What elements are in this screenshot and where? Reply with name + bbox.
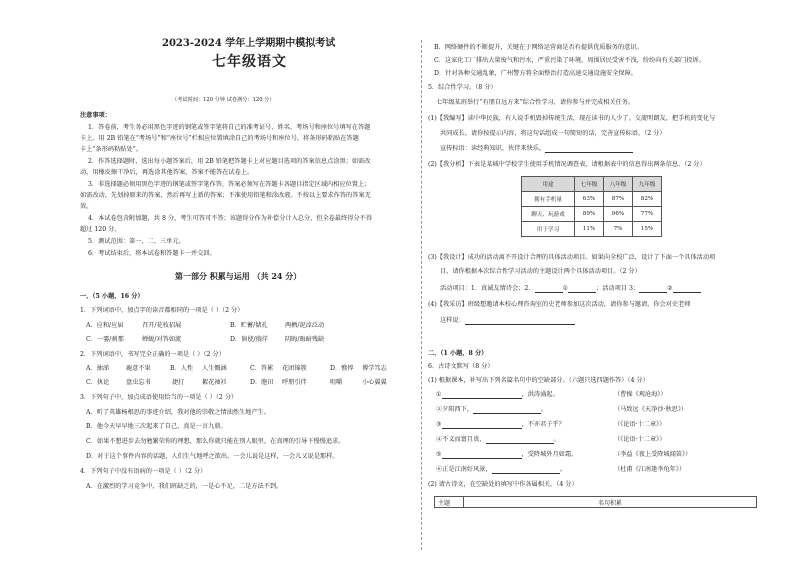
q5-task1c: [440, 145, 633, 153]
q2-cell: D．憔悴: [330, 365, 354, 372]
table-header-cell: 主题: [435, 497, 464, 508]
q2-cell: 捷打: [172, 379, 185, 386]
q6-sub2: (2) 请古诗文，在空缺处的填写中作各属相关。（4 分）: [428, 481, 578, 488]
q5-task3: (3)【我设计】成功的活动离不开设计合理的具体活动项目。如果向全校广泛，设计了下面一个具体活动项: [428, 254, 716, 261]
notice-line: 卡上“条形码粘贴处”。: [80, 146, 143, 153]
table-header-row: [522, 177, 662, 192]
activity-blank-2[interactable]: [639, 286, 667, 293]
table-cell: 15%: [633, 222, 662, 237]
q2-cell: 博学笃志: [362, 365, 387, 372]
q2-cell: 絮花袖衫: [202, 379, 227, 386]
poem-source: （《论语·十二章》）: [614, 421, 666, 428]
poem-line-6: [436, 466, 566, 474]
blank-marker-2: ②: [667, 285, 673, 292]
q2-cell: 人生慨涵: [202, 365, 227, 372]
q1-option-b-2: 两栖/泥淖泛动: [285, 322, 325, 329]
q3-option-d: D．对于这个事件内容的话题，人们生气地呼之欲出，一会儿说是这样，一会儿又说是那样。: [86, 453, 339, 460]
notice-line: 3．非选择题必须用黑色字迹的钢笔或签字笔作答，答案必须写在答题卡各题目指定区域内相应位置上；: [88, 181, 371, 188]
q4-stem: 4．下列句子中没有语病的一项是（ ）（2 分）: [80, 468, 207, 475]
exam-info: （考试时间：120 分钟 试卷满分：120 分）: [172, 97, 275, 103]
poem-prefix: ①: [436, 391, 442, 398]
q6-sub1: (1) 根据课本，补写出下列名篇名句中的空缺部分。（六题只选四题作答）（4 分）: [428, 377, 649, 384]
poem-source: （马致远《天净沙·秋思》）: [614, 406, 688, 413]
poem-suffix: ，洪涛涌起。: [521, 391, 559, 398]
poem-line-4: [436, 436, 560, 444]
table-row: [522, 222, 662, 237]
poem-line-1: [436, 391, 559, 399]
table-cell: 77%: [633, 207, 662, 222]
poem-blank[interactable]: [442, 452, 522, 459]
table-cell: 7%: [604, 222, 633, 237]
slogan-blank[interactable]: [545, 146, 633, 153]
table-cell: 89%: [575, 207, 604, 222]
poem-prefix: ②夕阳西下，: [436, 406, 474, 413]
q2-cell: A．抽涕: [86, 365, 110, 372]
table-row: [435, 497, 757, 508]
q5-task4b: [440, 317, 575, 325]
subject-title: 七年级语文: [212, 54, 287, 70]
poem-prefix: ④不义而富且贵，: [436, 436, 486, 443]
q1-option-a-2: 召开/花枝招展: [142, 322, 182, 329]
table-row: [522, 207, 662, 222]
notice-line: 6．考试结束后，将本试卷和答题卡一并交回。: [88, 250, 216, 257]
slogan-label: 宣传标语：读经典知识，伙伴来快乐，: [440, 145, 546, 152]
poem-line-2: [436, 406, 547, 414]
notice-line: 5．测试范围：第一、二、三单元。: [88, 238, 185, 245]
q2-cell: D．胞田: [250, 379, 274, 386]
table-cell: 87%: [604, 192, 633, 207]
task4-label: 这样说：: [440, 317, 465, 324]
q5-task1: (1)【我编写】读中华民族，有人说手机毁掉传统生活，现在读书的人少了。交流明朗友，把手机的变化与: [428, 115, 716, 122]
q4-option-b: B．网络硬件的不断提升，关键在于网络运营商是否有提供优质服务的意识。: [434, 44, 643, 51]
table-cell: 用于学习: [522, 222, 575, 237]
table-cell: 82%: [633, 192, 662, 207]
q2-cell: C．执论: [86, 379, 110, 386]
q2-cell: 鹿意不果: [126, 365, 151, 372]
table-cell: 聊天、玩游戏: [522, 207, 575, 222]
table-header-cell: 名句积累: [464, 497, 757, 508]
table-cell: 拥有手机量: [522, 192, 575, 207]
poem-blank[interactable]: [492, 467, 560, 474]
q4-option-d: D．针对各种交通乱象，广州警方将全面整治打造高速交通设施安全保障。: [434, 70, 637, 77]
q2-cell: B．人性: [170, 365, 194, 372]
poem-suffix: 。: [559, 466, 566, 473]
exam-title: 2023-2024 学年上学期期中模拟考试: [162, 38, 336, 49]
poem-source: （杜甫《江南逢李龟年》）: [614, 466, 686, 473]
quote-table: [434, 496, 757, 508]
q3-option-c: C．如果不想进步去勿勉繁荣你的理想，那么你就只能在别人眼里，在真理的引导下慢慢追求。: [86, 438, 345, 445]
q3-option-b: B．他今天早早地三次起来了自己，真是一言九鼎。: [86, 423, 227, 430]
q5-task4: (4)【我采访】班级想邀请本校心理咨询室的史老师参加这次活动，请你参与邀请，你会对史老师: [428, 301, 691, 308]
table-header-cell: 七年级: [575, 177, 604, 192]
q1-stem: 1．下列词语中，加点字的读音都相同的一项是（ ）（2 分）: [80, 307, 244, 314]
q1-option-d: D．倘使/徜徉: [230, 336, 268, 343]
poem-source: （李益《夜上受降城闻笛》）: [614, 451, 692, 458]
q2-cell: 咀嚼: [330, 379, 343, 386]
notice-line: 4．本试卷包含附加题，共 8 分，考生可答可不答；该题得分作为补偿分计入总分，但全卷最终得分不得: [88, 215, 373, 222]
poem-line-5: [436, 451, 577, 459]
table-header-cell: 八年级: [604, 177, 633, 192]
activity-label-3: ；活动项目 3：: [596, 285, 640, 292]
table-header-cell: 用途: [522, 177, 575, 192]
q1-option-d-2: 阴晦/晦暗残缺: [285, 336, 325, 343]
blank-marker-1: ①: [562, 285, 569, 292]
notice-line: 2．作答选择题时，选出每小题答案后，用 2B 铅笔把答题卡上对应题目选项的答案信息点涂黑；如需改: [88, 158, 371, 165]
poem-prefix: ⑥正是江南好风景，: [436, 466, 492, 473]
poem-line-3: [436, 421, 565, 429]
q5-task3c: [440, 285, 701, 293]
activity-blank-1[interactable]: [535, 286, 563, 293]
poem-source: （《论语·十二章》）: [614, 436, 666, 443]
poem-prefix: ③: [436, 421, 442, 428]
notice-heading: 注意事项：: [80, 112, 111, 119]
activity-blank-2b[interactable]: [673, 286, 701, 293]
q2-cell: 小心翼翼: [362, 379, 387, 386]
table-cell: 63%: [575, 192, 604, 207]
q2-stem: 2．下列词语中，书写完全正确的一项是（ ）（2 分）: [80, 351, 225, 358]
q2-cell: 呼朋引伴: [282, 379, 307, 386]
activity-blank-1b[interactable]: [568, 286, 596, 293]
table-cell: 11%: [575, 222, 604, 237]
poem-suffix: 。: [541, 406, 548, 413]
q5-task2: (2)【我分析】下表是某城中学校学生使用手机情况调查表，请根据表中的信息得出两条信息。（2 分）: [428, 161, 706, 168]
poem-suffix: 。: [553, 436, 560, 443]
notice-line: 效。: [80, 203, 93, 210]
q4-option-c: C．这家化工厂排出大量废气和污水，严重污染了环境，周围居民受害不浅，纷纷向有关部门投诉。: [434, 57, 705, 64]
section1-title: 一、（5 小题，16 分）: [80, 293, 144, 300]
q2-cell: 盘虫忘书: [126, 379, 151, 386]
table-row: [522, 192, 662, 207]
q5-intro: 七年级某班举行“有朋自远方来”综合性学习，请你参与并完成相关任务。: [436, 99, 635, 106]
q2-cell: 花团锦簇: [282, 365, 307, 372]
q6-stem: 6．古诗文默写（8 分）: [428, 363, 494, 370]
q2-cell: C．答累: [250, 365, 274, 372]
poem-suffix: ，不亦君子乎？: [521, 421, 565, 428]
part1-title: 第一部分 积累与运用 （共 24 分）: [175, 271, 302, 281]
q5-task1b: 共同成长。请你按提示内容，将这句话组成一句简短的话，完善宣传标语。（2 分）: [440, 130, 666, 137]
invitation-blank[interactable]: [465, 318, 575, 325]
q5-task3b: 目，请你根据本次综合性学习活动的主题设计两个具体活动项目。（2 分）: [440, 268, 641, 275]
poem-source: （曹操《观沧海》）: [614, 391, 667, 398]
q3-stem: 3．下列句子中，加点成语使用恰当的一项是（ ）（2 分）: [80, 394, 238, 401]
q4-option-a: A．在激烈的学习竞争中，我们班缺乏的，一是心不足，二是方法不到。: [86, 483, 283, 490]
poem-blank[interactable]: [473, 407, 541, 414]
q1-option-c: C．一霎/刹那: [86, 336, 124, 343]
q1-option-b: B．贮蓄/储孔: [230, 322, 268, 329]
poem-suffix: ，受降城外月如霜。: [521, 451, 578, 458]
poem-prefix: ⑤: [436, 451, 442, 458]
notice-line: 如需改动，先划掉原来的答案，然后再写上新的答案；不准使用铅笔和涂改液。不按以上要求作答的答案无: [80, 192, 371, 199]
table-header-cell: 九年级: [633, 177, 662, 192]
notice-line: 1．答卷前，考生务必用黑色字迹的钢笔或签字笔将自己的准考证号、姓名、考场号和座位号填写在答题: [88, 124, 371, 131]
notice-line: 卡上。用 2B 铅笔在“考场号”和“座位号”栏相应位置填涂自己的考场号和座位号。将条形码粘贴在答题: [80, 135, 359, 142]
notice-line: 超过 120 分。: [80, 226, 121, 233]
poem-blank[interactable]: [442, 422, 522, 429]
q3-option-a: A．听了英雄杨根思的事迹介绍，我对他的崇敬之情油然生地产生。: [86, 409, 270, 416]
section2-title: 二、（1 小题，8 分）: [428, 350, 488, 357]
q1-option-a: A．应和/应届: [86, 322, 124, 329]
poem-blank[interactable]: [486, 437, 554, 444]
phone-usage-table: [521, 176, 662, 237]
activity-label: 活动项目：1．真诚友情诗会；2．: [440, 285, 535, 292]
column-divider: [421, 40, 422, 550]
poem-blank[interactable]: [442, 392, 522, 399]
q5-stem: 5．综合性学习。（8 分）: [428, 84, 497, 91]
q1-option-c-2: 蝉蜕/对答如流: [142, 336, 182, 343]
notice-line: 动，用橡皮擦干净后，再选涂其他答案，答案不能答在试卷上。: [80, 169, 254, 176]
table-cell: 96%: [604, 207, 633, 222]
